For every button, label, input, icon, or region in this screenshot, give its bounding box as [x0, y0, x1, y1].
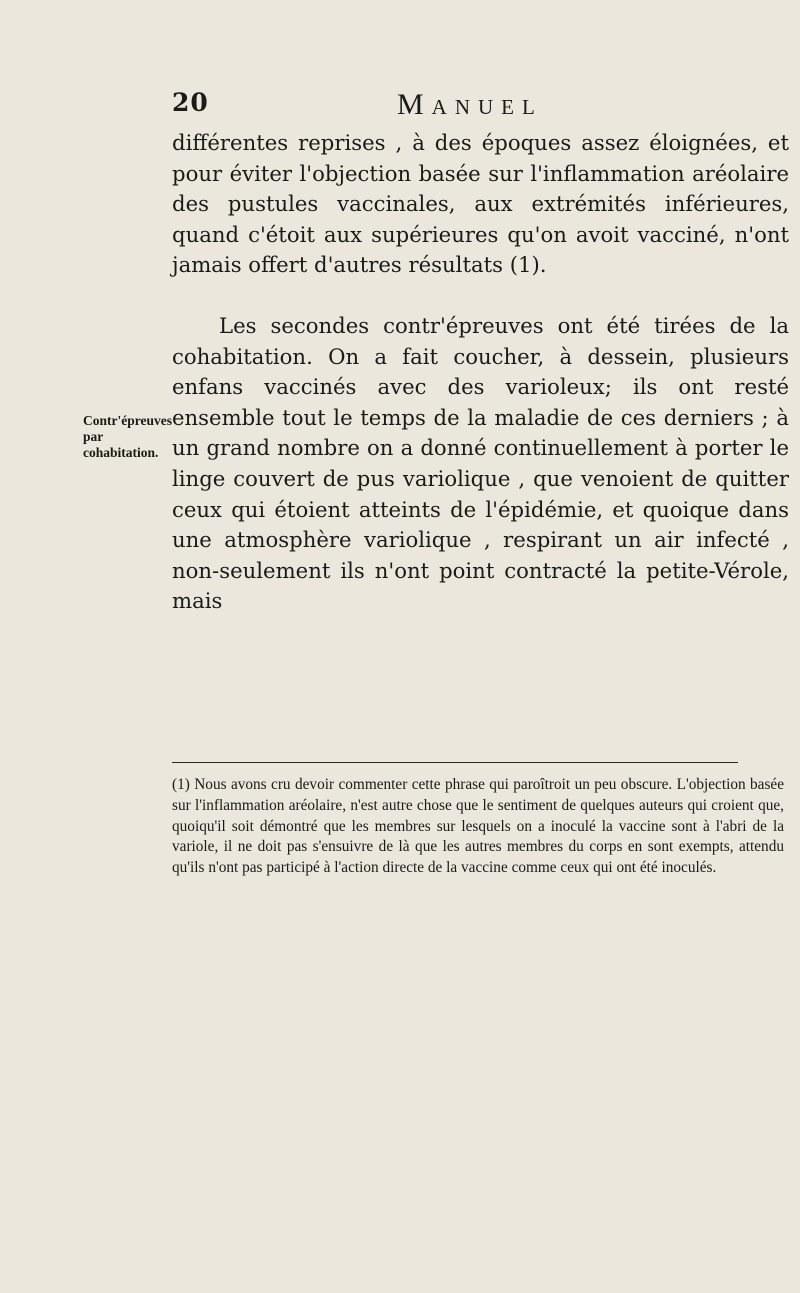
running-title: Manuel: [397, 88, 543, 121]
page-header: [172, 88, 792, 121]
paragraph-2: Les secondes contr'épreuves ont été tirées de la cohabitation. On a fait coucher, à dessein, plusieurs enfans vaccinés avec des varioleux; ils ont resté ensemble tout le temps de la maladie de ces derniers ; à un grand nombre on a donné continuellement à porter le linge couvert de pus variolique , que venoient de quitter ceux qui étoient atteints de l'épidémie, et quoique dans une atmosphère variolique , respirant un air infecté , non-seulement ils n'ont point contracté la petite-Vérole, mais: [172, 312, 789, 614]
footnote: [172, 775, 784, 879]
page-number: 20: [172, 88, 209, 117]
paragraph-1: différentes reprises , à des époques assez éloignées, et pour éviter l'objection basée sur l'inflammation aréolaire des pustules vaccinales, aux extrémités inférieures, quand c'étoit aux supérieures qu'on avoit vacciné, n'ont jamais offert d'autres résultats (1).: [172, 130, 789, 278]
footnote-divider: [172, 762, 738, 763]
main-text: [172, 128, 789, 617]
margin-note: Contr'épreuves par cohabitation.: [83, 413, 172, 460]
footnote-text: (1) Nous avons cru devoir commenter cette phrase qui paroîtroit un peu obscure. L'objection basée sur l'inflammation aréolaire, n'est autre chose que le sentiment de quelques auteurs qui croient que, quoiqu'il soit démontré que les membres sur lesquels on a inoculé la vaccine sont à l'abri de la variole, il ne doit pas s'ensuivre de là que les autres membres du corps en sont exempts, attendu qu'ils n'ont pas participé à l'action directe de la vaccine comme ceux qui ont été inoculés.: [172, 776, 784, 877]
